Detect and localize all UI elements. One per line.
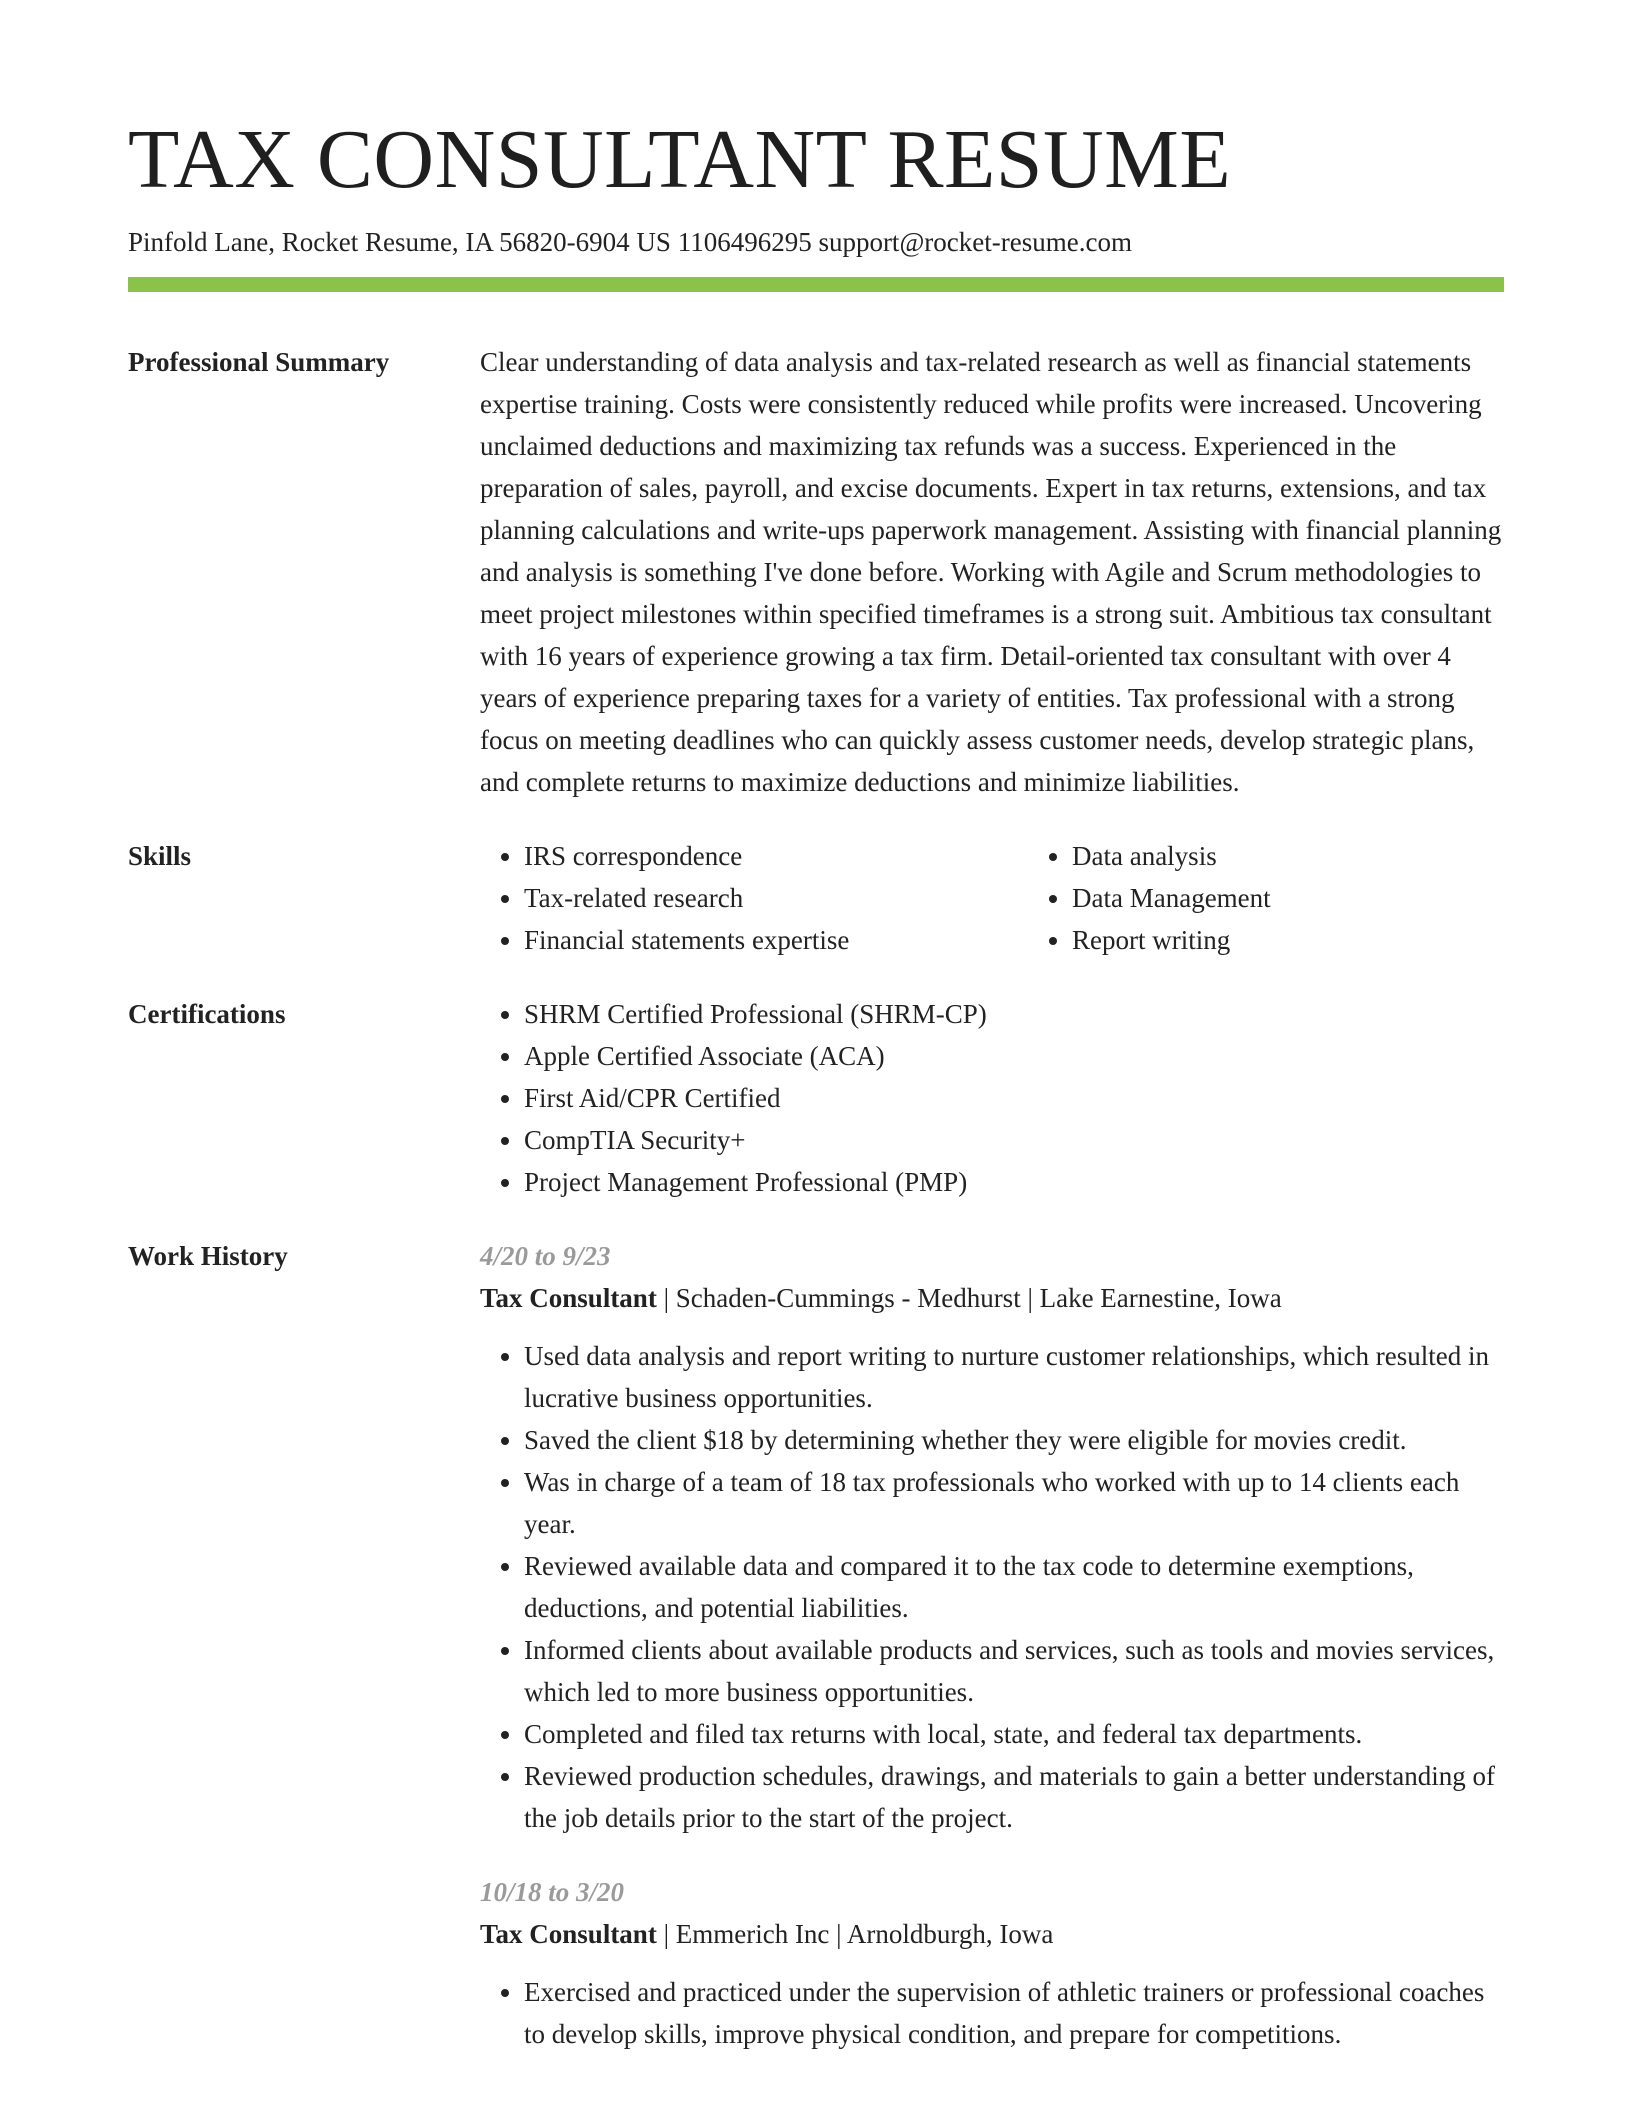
- resume-page: [128, 113, 1504, 2055]
- job-bullet: • Informed clients about available products and services, such as tools and movies services, which led to more business opportunities.: [524, 1629, 1504, 1713]
- job-bullets: [480, 1335, 1504, 1839]
- job-bullet: • Saved the client $18 by determining whether they were eligible for movies credit.: [524, 1419, 1504, 1461]
- job-bullets: [480, 1971, 1504, 2055]
- section-professional-summary: [128, 341, 1504, 803]
- skill-item: • Financial statements expertise: [524, 919, 1028, 961]
- job-bullet: • Completed and filed tax returns with local, state, and federal tax departments.: [524, 1713, 1504, 1755]
- job-bullet: • Reviewed production schedules, drawings, and materials to gain a better understanding of the job details prior to the start of the project.: [524, 1755, 1504, 1839]
- job-title: Tax Consultant: [480, 1283, 657, 1314]
- section-label: Skills: [128, 841, 192, 872]
- skills-grid: [480, 835, 1576, 961]
- section-work-history: [128, 1235, 1504, 2055]
- certification-item: • First Aid/CPR Certified: [524, 1077, 1504, 1119]
- skill-item: • IRS correspondence: [524, 835, 1028, 877]
- summary-text: Clear understanding of data analysis and tax-related research as well as financial statements expertise training. Costs were consistently reduced while profits were increased. Uncovering unclaimed deductions and maximizing tax refunds was a success. Experienced in the preparation of sales, payroll, and excise documents. Expert in tax returns, extensions, and tax planning calculations and write-ups paperwork management. Assisting with financial planning and analysis is something I've done before. Working with Agile and Scrum methodologies to meet project milestones within specified timeframes is a strong suit. Ambitious tax consultant with 16 years of experience growing a tax firm. Detail-oriented tax consultant with over 4 years of experience preparing taxes for a variety of entities. Tax professional with a strong focus on meeting deadlines who can quickly assess customer needs, develop strategic plans, and complete returns to maximize deductions and minimize liabilities.: [480, 347, 1502, 798]
- job-company-location: | Schaden-Cummings - Medhurst | Lake Earnestine, Iowa: [656, 1283, 1282, 1314]
- section-skills: [128, 835, 1504, 961]
- section-label: Professional Summary: [128, 347, 390, 378]
- job-bullet: • Reviewed available data and compared it to the tax code to determine exemptions, deductions, and potential liabilities.: [524, 1545, 1504, 1629]
- job-bullet: • Was in charge of a team of 18 tax professionals who worked with up to 14 clients each year.: [524, 1461, 1504, 1545]
- job-bullet: • Exercised and practiced under the supervision of athletic trainers or professional coaches to develop skills, improve physical condition, and prepare for competitions.: [524, 1971, 1504, 2055]
- job-dates: 4/20 to 9/23: [480, 1241, 611, 1272]
- skill-item: • Data Management: [1072, 877, 1576, 919]
- job-heading: [480, 1277, 1504, 1319]
- job-entry: [480, 1871, 1504, 2055]
- job-company-location: | Emmerich Inc | Arnoldburgh, Iowa: [656, 1919, 1054, 1950]
- certification-item: • Apple Certified Associate (ACA): [524, 1035, 1504, 1077]
- job-title: Tax Consultant: [480, 1919, 657, 1950]
- job-bullet: • Used data analysis and report writing to nurture customer relationships, which resulted in lucrative business opportunities.: [524, 1335, 1504, 1419]
- work-history-body: [480, 1235, 1504, 2055]
- skill-item: • Tax-related research: [524, 877, 1028, 919]
- skills-list-left: [480, 835, 1028, 961]
- resume-title: TAX CONSULTANT RESUME: [128, 113, 1232, 206]
- accent-rule: [128, 277, 1504, 292]
- contact-line: Pinfold Lane, Rocket Resume, IA 56820-6904 US 1106496295 support@rocket-resume.com: [128, 227, 1132, 257]
- skill-item: • Data analysis: [1072, 835, 1576, 877]
- certification-item: • SHRM Certified Professional (SHRM-CP): [524, 993, 1504, 1035]
- section-label: Certifications: [128, 999, 286, 1030]
- certifications-list: [480, 993, 1504, 1203]
- certifications-body: [480, 993, 1504, 1203]
- certification-item: • CompTIA Security+: [524, 1119, 1504, 1161]
- certification-item: • Project Management Professional (PMP): [524, 1161, 1504, 1203]
- job-dates: 10/18 to 3/20: [480, 1877, 625, 1908]
- job-entry: [480, 1235, 1504, 1839]
- job-heading: [480, 1913, 1504, 1955]
- section-certifications: [128, 993, 1504, 1203]
- skills-list-right: [1028, 835, 1576, 961]
- section-label: Work History: [128, 1241, 288, 1272]
- skill-item: • Report writing: [1072, 919, 1576, 961]
